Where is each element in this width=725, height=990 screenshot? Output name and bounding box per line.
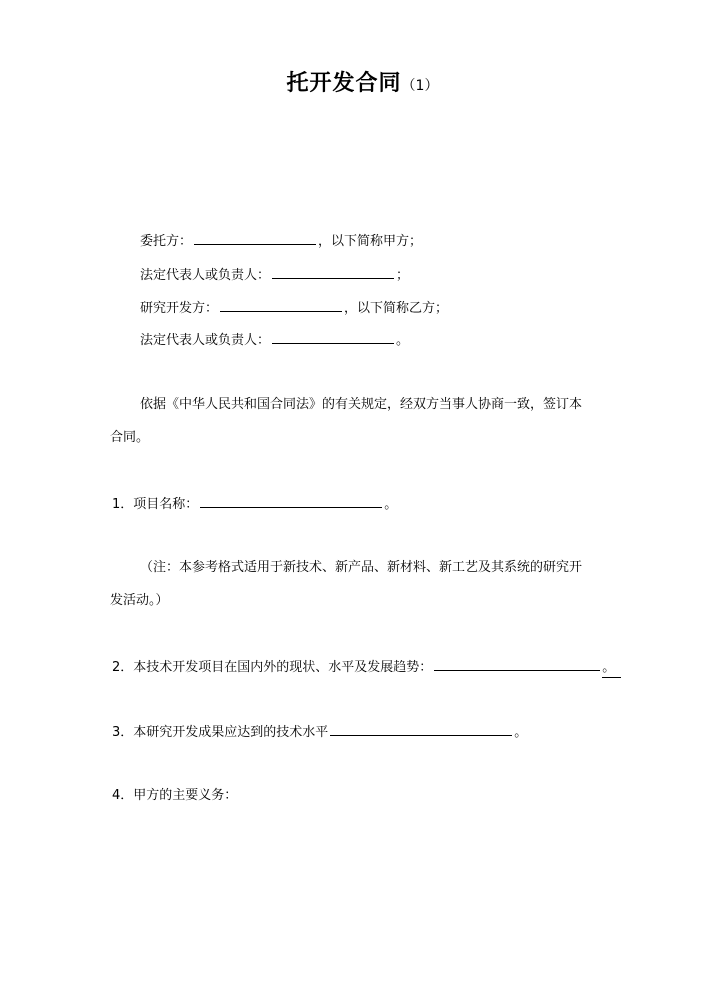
client-rep-line [140,265,409,285]
client-rep-blank[interactable] [272,265,394,279]
client-suffix: ，以下简称甲方； [318,234,423,249]
item2-blank[interactable] [434,657,600,671]
title-main: 托开发合同 [286,71,402,96]
preamble-line-2: 合同。 [110,430,150,445]
preamble-line-1: 依据《中华人民共和国合同法》的有关规定，经双方当事人协商一致，签订本 [140,397,583,412]
client-rep-label: 法定代表人或负责人： [140,268,271,283]
client-label: 委托方： [140,234,193,249]
item2-suffix: 。 [602,659,621,678]
title-suffix: （1） [401,78,439,94]
item3-suffix: 。 [514,725,528,740]
developer-rep-suffix: 。 [396,333,410,348]
developer-label: 研究开发方： [140,301,219,316]
client-rep-suffix: ； [396,268,410,283]
developer-rep-label: 法定代表人或负责人： [140,333,271,348]
client-blank[interactable] [194,231,316,245]
developer-line [140,298,448,318]
developer-suffix: ，以下简称乙方； [344,301,449,316]
item2-line [112,657,621,678]
developer-rep-line [140,330,409,350]
item2-label: 2．本技术开发项目在国内外的现状、水平及发展趋势： [112,660,433,675]
item3-label: 3．本研究开发成果应达到的技术水平 [112,725,329,740]
item1-label: 1．项目名称： [112,497,199,512]
document-title [0,66,725,97]
item4-line: 4．甲方的主要义务： [112,788,238,803]
note-line-2: 发活动。） [110,593,169,608]
client-line [140,231,422,251]
developer-blank[interactable] [220,298,342,312]
item1-suffix: 。 [384,497,398,512]
item3-blank[interactable] [330,722,512,736]
item1-line [112,494,397,514]
developer-rep-blank[interactable] [272,330,394,344]
item3-line [112,722,527,742]
note-line-1: （注：本参考格式适用于新技术、新产品、新材料、新工艺及其系统的研究开 [140,560,583,575]
item1-blank[interactable] [200,494,382,508]
